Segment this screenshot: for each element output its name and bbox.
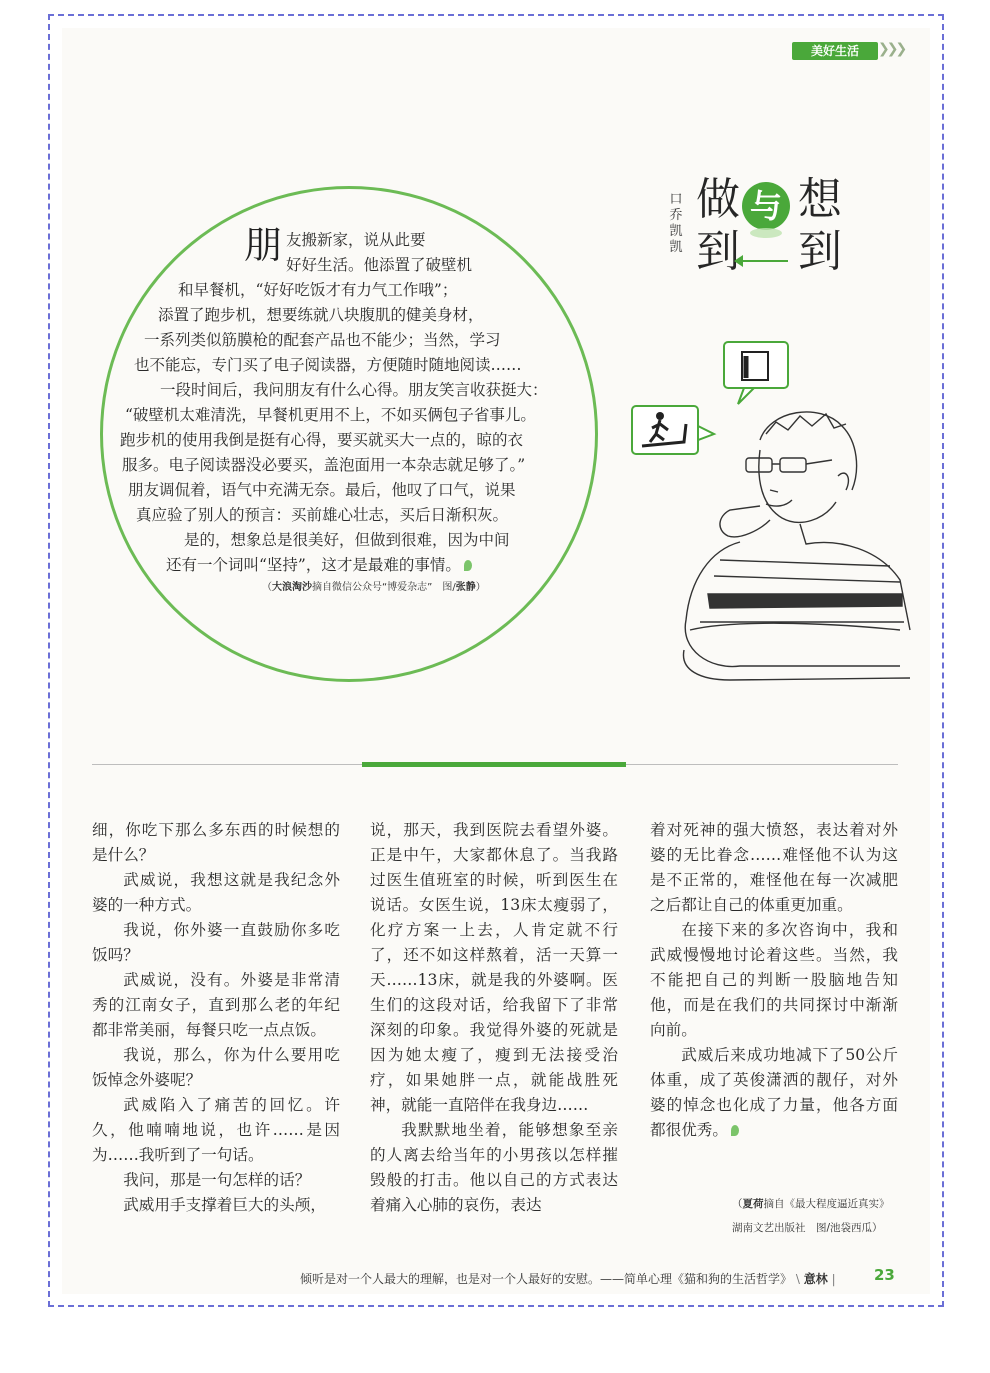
- paragraph: 武威陷入了痛苦的回忆。许久，他喃喃地说，也许……是因为……我听到了一句话。: [92, 1096, 340, 1164]
- title-char: 到: [696, 226, 740, 277]
- article-line: 一系列类似筋膜枪的配套产品也不能少；当然，学习: [144, 331, 501, 349]
- paragraph: 武威说，没有。外婆是非常清秀的江南女子，直到那么老的年纪都非常美丽，每餐只吃一点点饭。: [92, 971, 340, 1039]
- author-box-mark: 口: [669, 192, 683, 207]
- page-footer: 倾听是对一个人最大的理解，也是对一个人最好的安慰。——简单心理《猫和狗的生活哲学》 \ 意林 |: [300, 1272, 836, 1286]
- source-publisher: 湖南文艺出版社 图/池袋西瓜）: [732, 1222, 883, 1234]
- leaf-end-icon: [731, 1125, 739, 1136]
- article-line: “破壁机太难清洗，早餐机更用不上，不如买俩包子省事儿。: [125, 406, 536, 424]
- author-byline: [666, 192, 686, 256]
- article-line: 一段时间后，我问朋友有什么心得。朋友笑言收获挺大：: [160, 381, 548, 399]
- paragraph: 武威说，我想这就是我纪念外婆的一种方式。: [92, 871, 340, 914]
- paragraph: 我问，那是一句怎样的话？: [123, 1171, 311, 1189]
- article-line: 友搬新家，说从此要: [286, 231, 426, 249]
- paragraph: 我说，你外婆一直鼓励你多吃饭吗？: [92, 921, 340, 964]
- author-name-char: 凯: [669, 224, 683, 239]
- title-char: 到: [798, 226, 842, 277]
- text-column-3: [650, 818, 898, 1143]
- leaf-end-icon: [464, 560, 472, 571]
- magazine-name: 意林: [803, 1272, 828, 1286]
- credit-source: 摘自微信公众号“博爱杂志” 图/: [312, 582, 456, 593]
- article-line: 跑步机的使用我倒是挺有心得，要买就买大一点的，晾的衣: [120, 431, 524, 449]
- article-line: 是的，想象总是很美好，但做到很难，因为中间: [184, 531, 510, 549]
- chevron-right-icon: ❯❯❯: [878, 41, 905, 57]
- article-line-text: 还有一个词叫“坚持”，这才是最难的事情。: [166, 556, 461, 574]
- paragraph: 我说，那么，你为什么要用吃饭悼念外婆呢？: [92, 1046, 340, 1089]
- article-line: 真应验了别人的预言：买前雄心壮志，买后日渐积灰。: [136, 506, 509, 524]
- article-line: 添置了跑步机，想要练就八块腹肌的健美身材，: [158, 306, 484, 324]
- credit-name: 大浪淘沙: [272, 582, 312, 593]
- article-title: [690, 174, 850, 288]
- article-line: 好好生活。他添置了破壁机: [286, 256, 473, 274]
- paragraph: 在接下来的多次咨询中，我和武威慢慢地讨论着这些。当然，我不能把自己的判断一股脑地告知他，而是在我们的共同探讨中渐渐向前。: [650, 921, 898, 1039]
- book-icon: [724, 342, 788, 404]
- paragraph: 武威用手支撑着巨大的头颅，: [123, 1196, 326, 1214]
- treadmill-icon: [632, 406, 714, 454]
- paragraph-text: 武威后来成功地减下了50公斤体重，成了英俊潇洒的靓仔，对外婆的悼念也化成了力量，他各方面都很优秀。: [650, 1046, 898, 1139]
- title-char: 做: [696, 174, 740, 225]
- source-author: 夏荷: [742, 1198, 764, 1210]
- article-line: [166, 553, 472, 577]
- credit-illustrator: 张静: [455, 582, 476, 593]
- text-column-1: [92, 818, 340, 1218]
- author-name-char: 凯: [669, 240, 683, 255]
- article-line: 也不能忘，专门买了电子阅读器，方便随时随地阅读……: [134, 356, 522, 374]
- article-credit: （大浪淘沙摘自微信公众号“博爱杂志” 图/张静）: [262, 582, 486, 593]
- section-tag: [792, 40, 905, 62]
- paragraph: 说，那天，我到医院去看望外婆。正是中午，大家都休息了。当我路过医生值班室的时候，听到医生在说话。女医生说，13床太瘦弱了，化疗方案一上去，人肯定就不行了，还不如这样熬着，活一天算一天……13床，就是我的外婆啊。医生们的这段对话，给我留下了非常深刻的印象。我觉得外婆的死就是因为她太瘦了，瘦到无法接受治疗，如果她胖一点，就能战胜死神，就能一直陪伴在我身边……: [370, 821, 618, 1114]
- title-connector-badge: 与: [742, 182, 790, 230]
- title-char: 想: [798, 174, 842, 225]
- author-name-char: 乔: [669, 208, 683, 223]
- source-credit: （夏荷摘自《最大程度逼近真实》: [732, 1198, 890, 1210]
- paragraph: 细，你吃下那么多东西的时候想的是什么？: [92, 821, 340, 864]
- article-line: 朋友调侃着，语气中充满无奈。最后，他叹了口气，说果: [128, 481, 516, 499]
- left-arrow-head: [734, 255, 743, 267]
- thinking-man-illustration: [620, 330, 920, 690]
- paragraph: 我默默地坐着，能够想象至亲的人离去给当年的小男孩以怎样摧毁般的打击。他以自己的方式表达着痛入心肺的哀伤，表达: [370, 1121, 618, 1214]
- article-line: 和早餐机，“好好吃饭才有力气工作哦”；: [178, 281, 458, 299]
- section-label: 美好生活: [792, 42, 878, 60]
- footer-quote: 倾听是对一个人最大的理解，也是对一个人最好的安慰。——简单心理《猫和狗的生活哲学》: [300, 1272, 793, 1286]
- drop-cap: 朋: [244, 223, 283, 267]
- paragraph: 着对死神的强大愤怒，表达着对外婆的无比眷念……难怪他不认为这是不正常的，难怪他在每一次减肥之后都让自己的体重更加重。: [650, 821, 898, 914]
- text-column-2: [370, 818, 618, 1218]
- article-line: 服多。电子阅读器没必要买，盖泡面用一本杂志就足够了。”: [122, 456, 526, 474]
- thinking-man: [683, 412, 910, 680]
- paragraph: [650, 1043, 898, 1143]
- left-arrow-icon: [740, 260, 788, 262]
- source-publisher-text: 湖南文艺出版社 图/池袋西瓜: [732, 1222, 873, 1234]
- page-number: 23: [874, 1266, 895, 1284]
- divider-accent-bar: [362, 762, 626, 767]
- source-title: 摘自《最大程度逼近真实》: [763, 1198, 890, 1210]
- badge-glow: [750, 228, 782, 238]
